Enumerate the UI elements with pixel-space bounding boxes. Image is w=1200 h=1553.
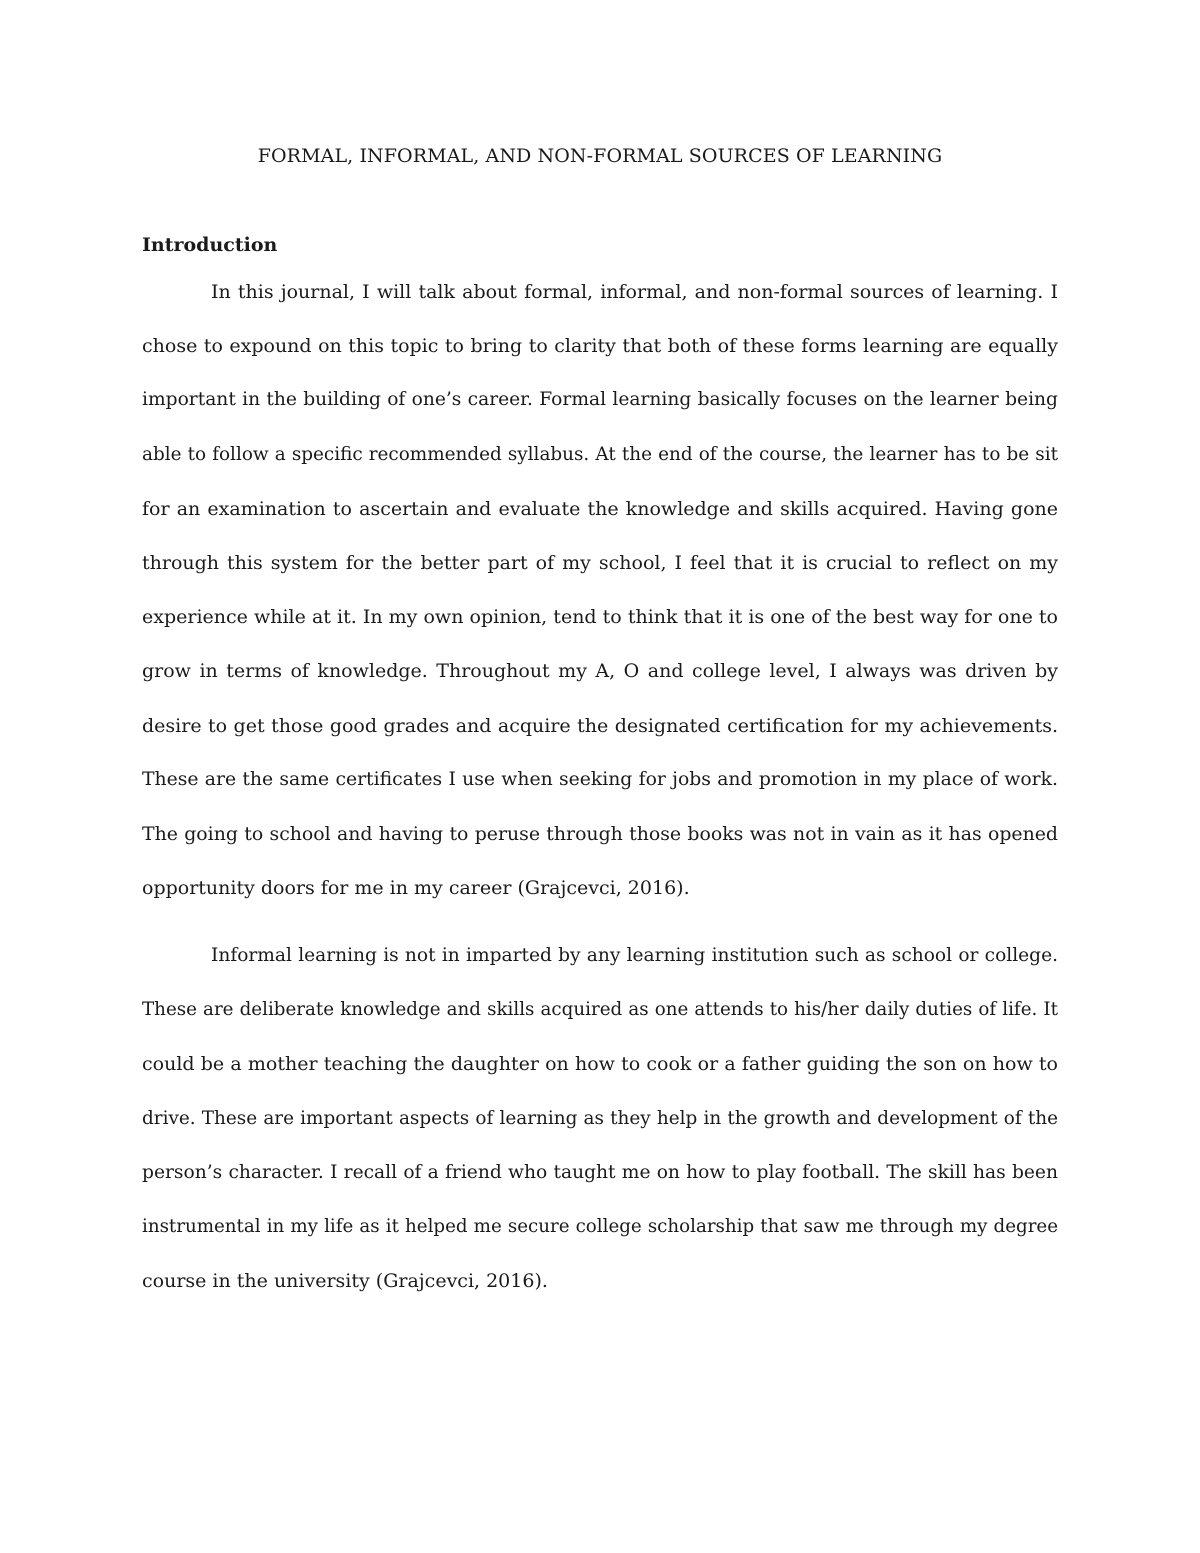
paragraph-informal-learning (142, 942, 1058, 1321)
paragraph-line: through this system for the better part of my school, I feel that it is crucial to reflect on my (142, 551, 1058, 574)
paragraph-formal-learning (142, 278, 1058, 928)
section-heading-introduction: Introduction (142, 234, 278, 256)
paragraph-line: experience while at it. In my own opinion, tend to think that it is one of the best way for one to (142, 606, 1058, 629)
paragraph-line: These are deliberate knowledge and skills acquired as one attends to his/her daily duties of life. It (142, 999, 1058, 1021)
paragraph-line: course in the university (Grajcevci, 2016). (142, 1270, 548, 1293)
paragraph-line: Informal learning is not in imparted by any learning institution such as school or college. (211, 945, 1058, 966)
paragraph-line: person’s character. I recall of a friend who taught me on how to play football. The skill has been (142, 1161, 1058, 1183)
paragraph-line: These are the same certificates I use when seeking for jobs and promotion in my place of work. (142, 768, 1058, 790)
paragraph-line: opportunity doors for me in my career (Grajcevci, 2016). (142, 877, 690, 900)
paragraph-line: important in the building of one’s career. Formal learning basically focuses on the learner being (142, 389, 1058, 411)
paragraph-line: able to follow a specific recommended syllabus. At the end of the course, the learner has to be sit (142, 443, 1058, 465)
paragraph-line: could be a mother teaching the daughter on how to cook or a father guiding the son on how to (142, 1053, 1058, 1076)
paragraph-line: chose to expound on this topic to bring to clarity that both of these forms learning are equally (142, 335, 1058, 358)
paragraph-line: grow in terms of knowledge. Throughout my A, O and college level, I always was driven by (142, 660, 1058, 683)
paragraph-line: In this journal, I will talk about formal, informal, and non-formal sources of learning. I (211, 281, 1058, 303)
document-title: FORMAL, INFORMAL, AND NON-FORMAL SOURCES OF LEARNING (257, 145, 943, 167)
paragraph-line: for an examination to ascertain and evaluate the knowledge and skills acquired. Having gone (142, 497, 1058, 520)
paragraph-line: instrumental in my life as it helped me secure college scholarship that saw me through my degree (142, 1215, 1058, 1237)
paragraph-line: The going to school and having to peruse through those books was not in vain as it has opened (142, 822, 1058, 845)
paragraph-line: desire to get those good grades and acquire the designated certification for my achievements. (142, 714, 1058, 737)
paragraph-line: drive. These are important aspects of learning as they help in the growth and development of the (142, 1107, 1058, 1129)
